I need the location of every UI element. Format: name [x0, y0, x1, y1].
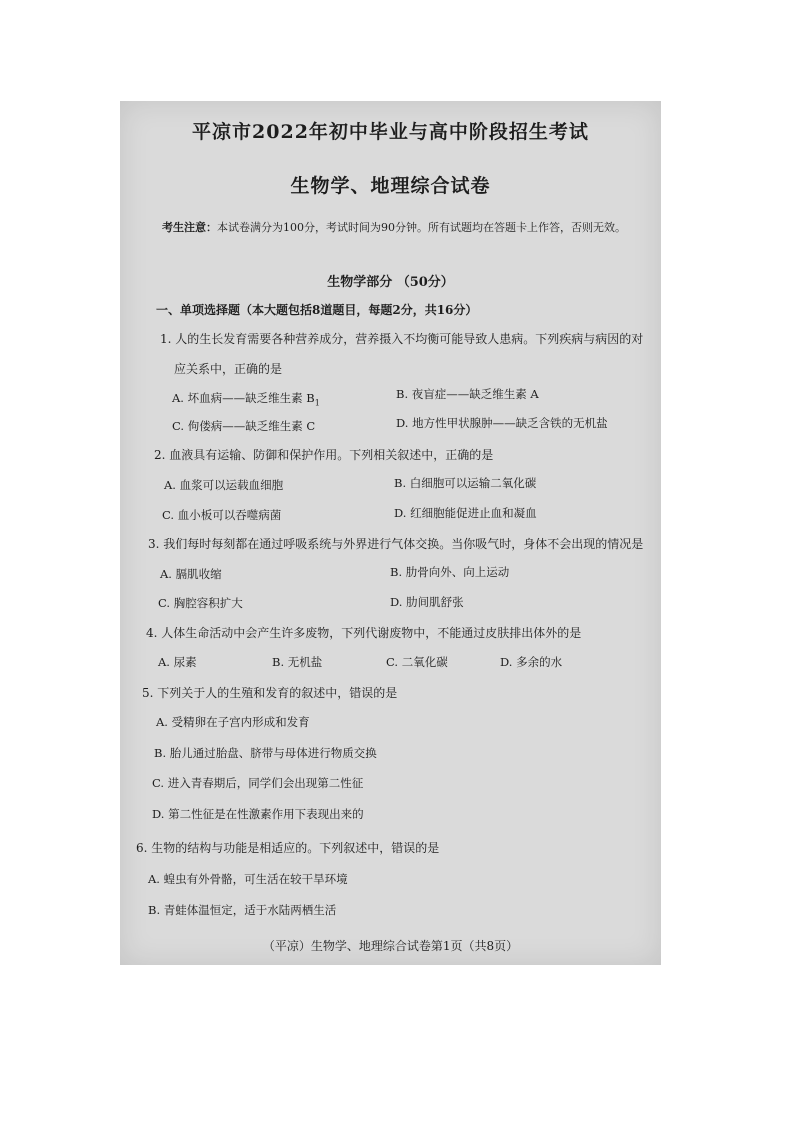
question-1-stem-line-1: 1. 人的生长发育需要各种营养成分，营养摄入不均衡可能导致人患病。下列疾病与病因的对 — [160, 332, 644, 346]
question-1-option-c: C. 佝偻病——缺乏维生素 C — [172, 419, 316, 433]
question-3-stem: 3. 我们每时每刻都在通过呼吸系统与外界进行气体交换。当你吸气时，身体不会出现的情况是 — [148, 537, 644, 551]
question-5-stem: 5. 下列关于人的生殖和发育的叙述中，错误的是 — [142, 686, 398, 700]
question-2-option-b: B. 白细胞可以运输二氧化碳 — [394, 476, 537, 490]
question-1-stem-line-2: 应关系中，正确的是 — [174, 362, 283, 376]
question-6-option-b: B. 青蛙体温恒定，适于水陆两栖生活 — [148, 903, 337, 917]
page-footer: （平凉）生物学、地理综合试卷第1页（共8页） — [262, 939, 519, 953]
option-a-subscript: 1 — [314, 398, 320, 408]
question-4-option-d: D. 多余的水 — [500, 655, 563, 669]
question-2-option-d: D. 红细胞能促进止血和凝血 — [394, 506, 537, 520]
question-4-option-a: A. 尿素 — [158, 655, 197, 669]
question-5-option-c: C. 进入青春期后，同学们会出现第二性征 — [152, 776, 364, 790]
section-title: 生物学部分 （50分） — [327, 275, 454, 290]
question-4-stem: 4. 人体生命活动中会产生许多废物，下列代谢废物中，不能通过皮肤排出体外的是 — [146, 626, 582, 640]
question-6-stem: 6. 生物的结构与功能是相适应的。下列叙述中，错误的是 — [136, 841, 440, 855]
question-3-option-c: C. 胸腔容积扩大 — [158, 596, 243, 610]
question-2-stem: 2. 血液具有运输、防御和保护作用。下列相关叙述中，正确的是 — [154, 448, 494, 462]
exam-page — [120, 101, 661, 965]
question-1-option-a-text: A. 坏血病——缺乏维生素 B — [172, 391, 315, 405]
question-3-option-d: D. 肋间肌舒张 — [390, 595, 464, 609]
question-5-option-a: A. 受精卵在子宫内形成和发育 — [156, 715, 310, 729]
question-4-option-c: C. 二氧化碳 — [386, 655, 448, 669]
question-1-option-b: B. 夜盲症——缺乏维生素 A — [396, 387, 539, 401]
notice-text: 本试卷满分为100分，考试时间为90分钟。所有试题均在答题卡上作答，否则无效。 — [217, 221, 626, 234]
question-3-option-a: A. 膈肌收缩 — [160, 567, 222, 581]
question-2-option-c: C. 血小板可以吞噬病菌 — [162, 508, 282, 522]
question-1-option-d: D. 地方性甲状腺肿——缺乏含铁的无机盐 — [396, 416, 608, 430]
question-5-option-b: B. 胎儿通过胎盘、脐带与母体进行物质交换 — [154, 746, 377, 760]
exam-subtitle: 生物学、地理综合试卷 — [290, 175, 491, 197]
question-1-option-a — [172, 390, 320, 407]
question-4-option-b: B. 无机盐 — [272, 655, 323, 669]
part-title: 一、单项选择题（本大题包括8道题目，每题2分，共16分） — [156, 303, 478, 317]
question-6-option-a: A. 蝗虫有外骨骼，可生活在较干旱环境 — [148, 872, 348, 886]
question-2-option-a: A. 血浆可以运载血细胞 — [164, 478, 284, 492]
question-5-option-d: D. 第二性征是在性激素作用下表现出来的 — [152, 807, 364, 821]
candidate-notice — [162, 219, 626, 235]
notice-label: 考生注意： — [162, 221, 217, 234]
question-3-option-b: B. 肋骨向外、向上运动 — [390, 565, 510, 579]
exam-title: 平凉市2022年初中毕业与高中阶段招生考试 — [192, 121, 589, 143]
